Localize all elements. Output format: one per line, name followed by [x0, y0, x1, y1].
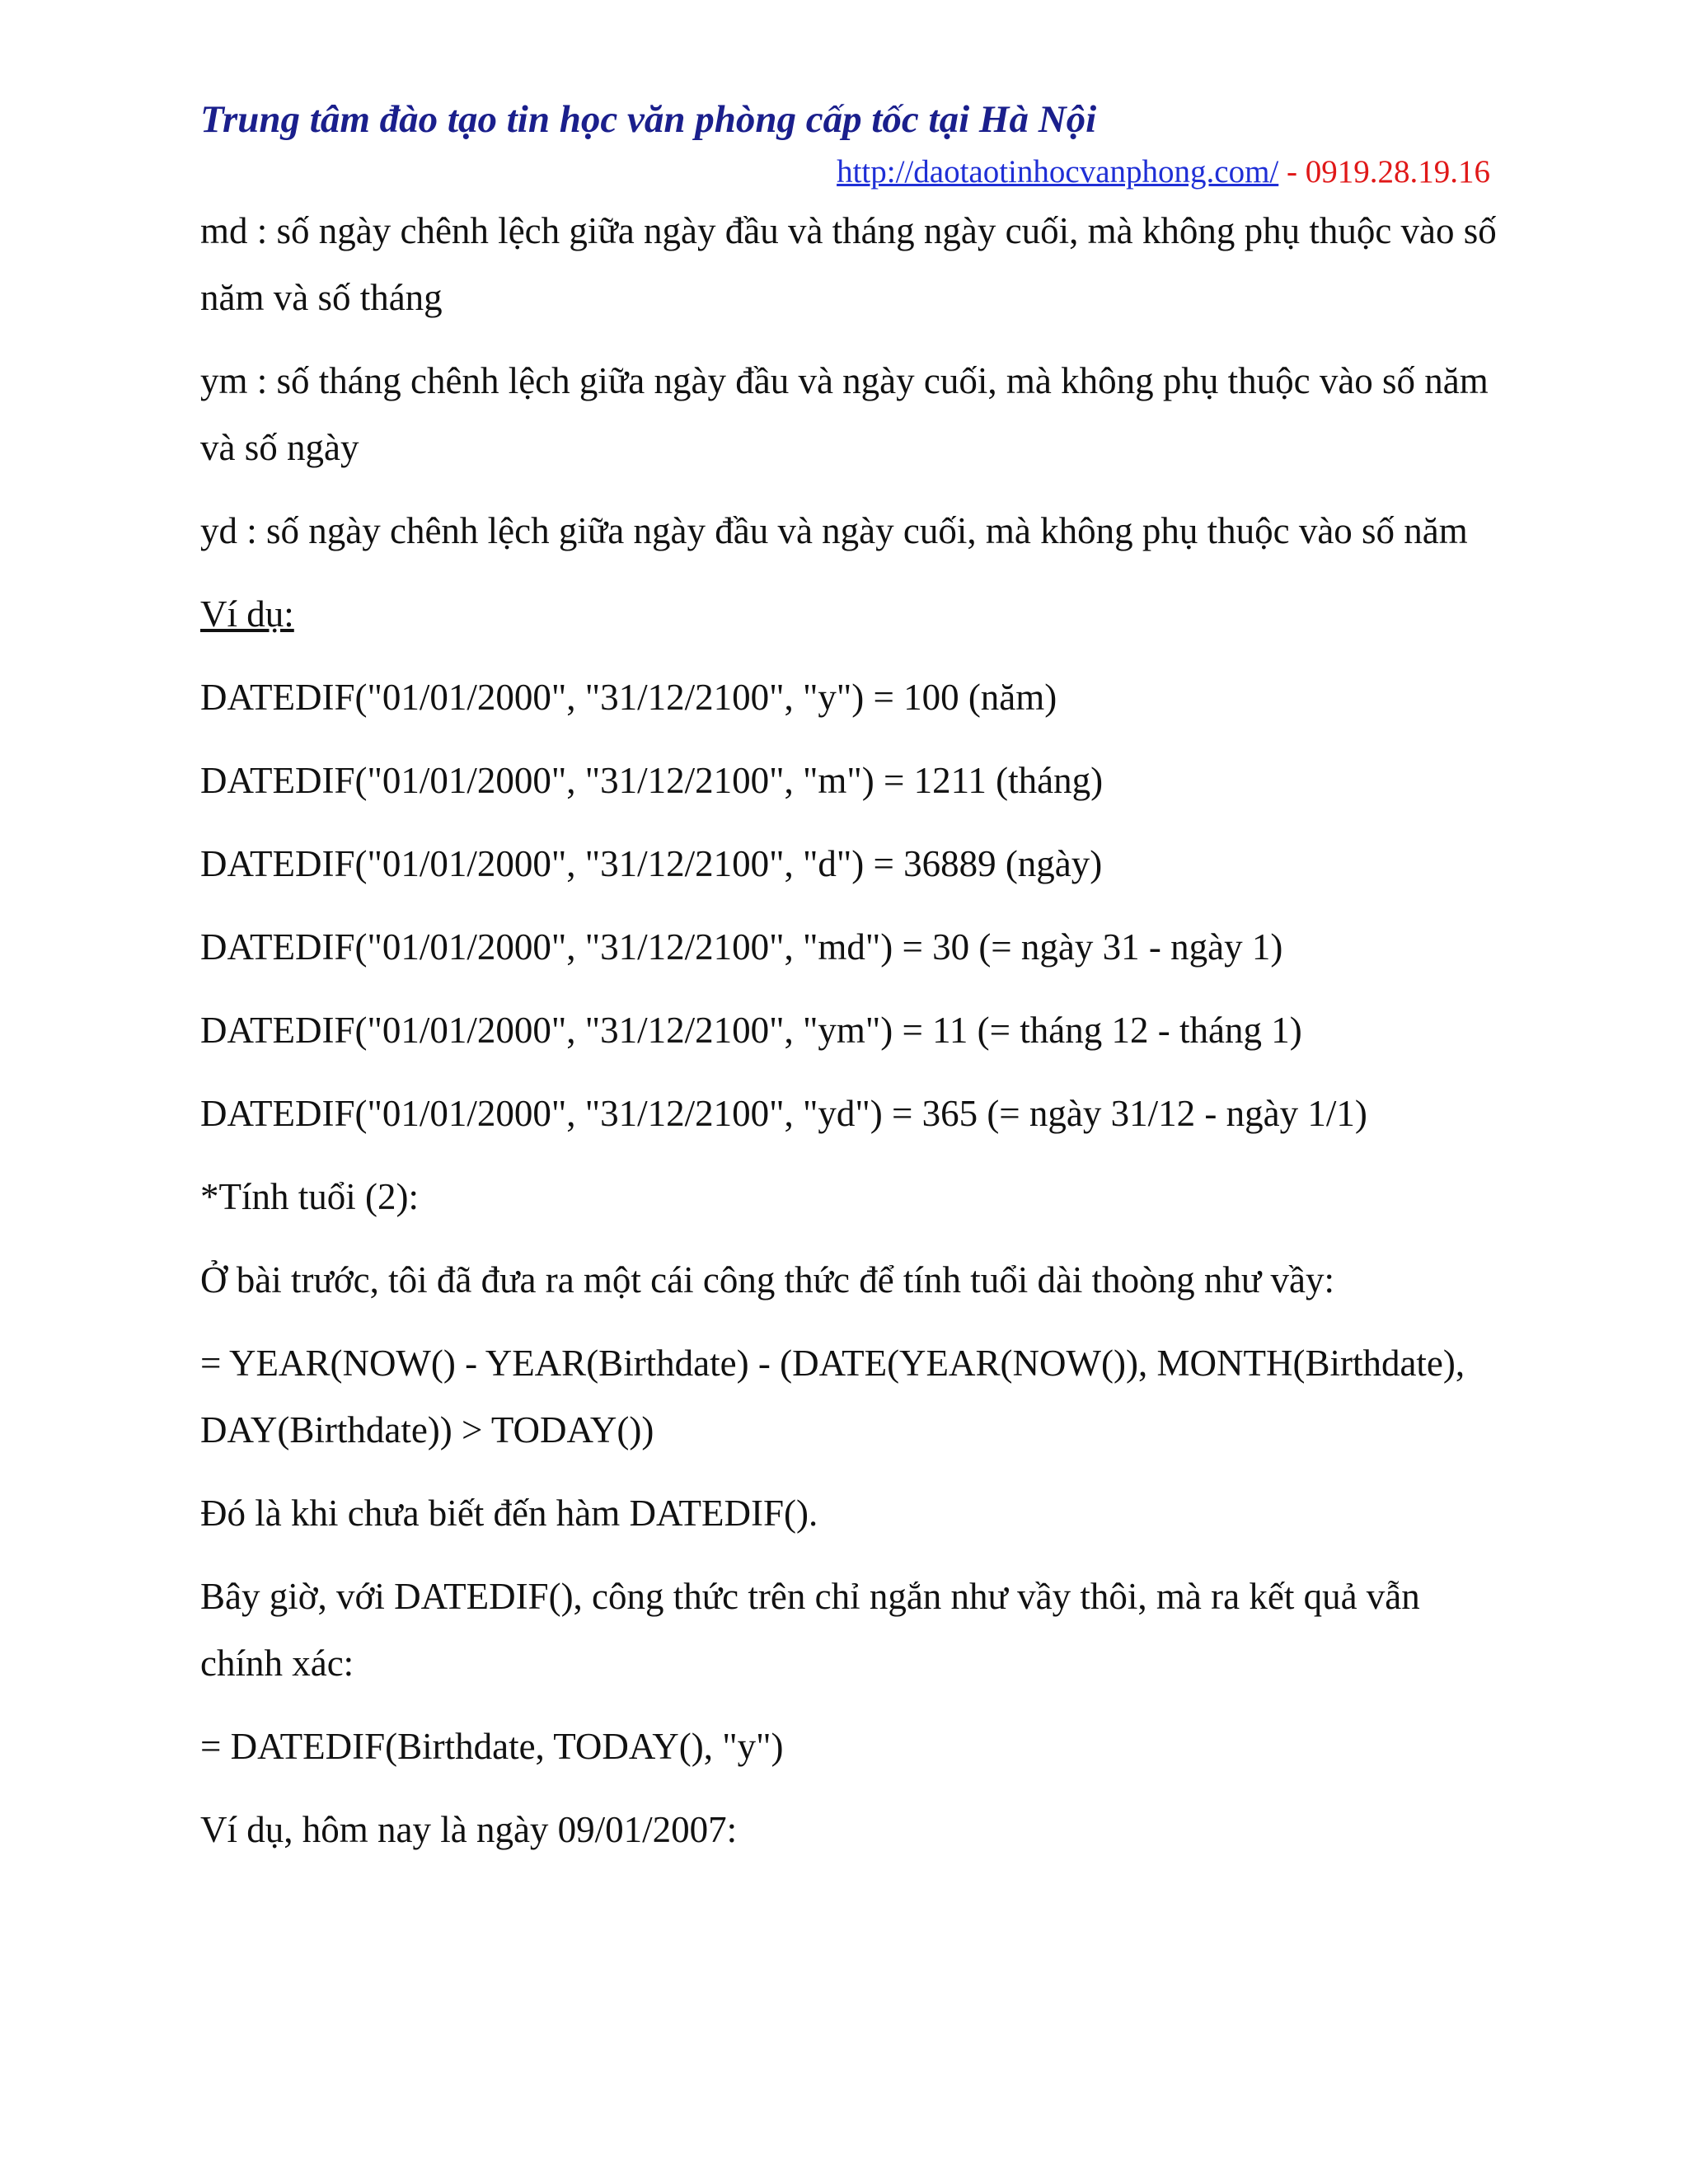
- site-contact-line: [837, 153, 1490, 190]
- today-example: Ví dụ, hôm nay là ngày 09/01/2007:: [200, 1809, 738, 1850]
- before-datedif-note: Đó là khi chưa biết đến hàm DATEDIF().: [200, 1493, 818, 1534]
- previous-formula-intro: Ở bài trước, tôi đã đưa ra một cái công thức để tính tuổi dài thoòng như vầy:: [200, 1259, 1335, 1301]
- example-line-yd: DATEDIF("01/01/2000", "31/12/2100", "yd") = 365 (= ngày 31/12 - ngày 1/1): [200, 1093, 1367, 1134]
- example-line-m: DATEDIF("01/01/2000", "31/12/2100", "m") = 1211 (tháng): [200, 760, 1104, 801]
- example-line-md: DATEDIF("01/01/2000", "31/12/2100", "md") = 30 (= ngày 31 - ngày 1): [200, 926, 1283, 968]
- site-title: Trung tâm đào tạo tin học văn phòng cấp tốc tại Hà Nội: [200, 98, 1097, 141]
- site-phone: - 0919.28.19.16: [1278, 154, 1490, 190]
- example-heading: Ví dụ:: [200, 593, 294, 635]
- yd-description: yd : số ngày chênh lệch giữa ngày đầu và ngày cuối, mà không phụ thuộc vào số năm: [200, 510, 1468, 551]
- example-line-d: DATEDIF("01/01/2000", "31/12/2100", "d") = 36889 (ngày): [200, 843, 1103, 884]
- example-line-ym: DATEDIF("01/01/2000", "31/12/2100", "ym") = 11 (= tháng 12 - tháng 1): [200, 1010, 1302, 1051]
- datedif-intro: Bây giờ, với DATEDIF(), công thức trên chỉ ngắn như vầy thôi, mà ra kết quả vẫn chính xác:: [200, 1576, 1420, 1684]
- age-section-heading: *Tính tuổi (2):: [200, 1176, 419, 1217]
- datedif-formula: = DATEDIF(Birthdate, TODAY(), "y"): [200, 1726, 784, 1767]
- md-description: md : số ngày chênh lệch giữa ngày đầu và tháng ngày cuối, mà không phụ thuộc vào số năm và số tháng: [200, 210, 1497, 318]
- previous-formula: = YEAR(NOW() - YEAR(Birthdate) - (DATE(YEAR(NOW()), MONTH(Birthdate), DAY(Birthdate)) > TODAY()): [200, 1343, 1465, 1451]
- site-url-link[interactable]: http://daotaotinhocvanphong.com/: [837, 154, 1279, 190]
- example-line-y: DATEDIF("01/01/2000", "31/12/2100", "y") = 100 (năm): [200, 677, 1057, 718]
- document-body: [200, 198, 1503, 1880]
- ym-description: ym : số tháng chênh lệch giữa ngày đầu và ngày cuối, mà không phụ thuộc vào số năm và số ngày: [200, 360, 1489, 468]
